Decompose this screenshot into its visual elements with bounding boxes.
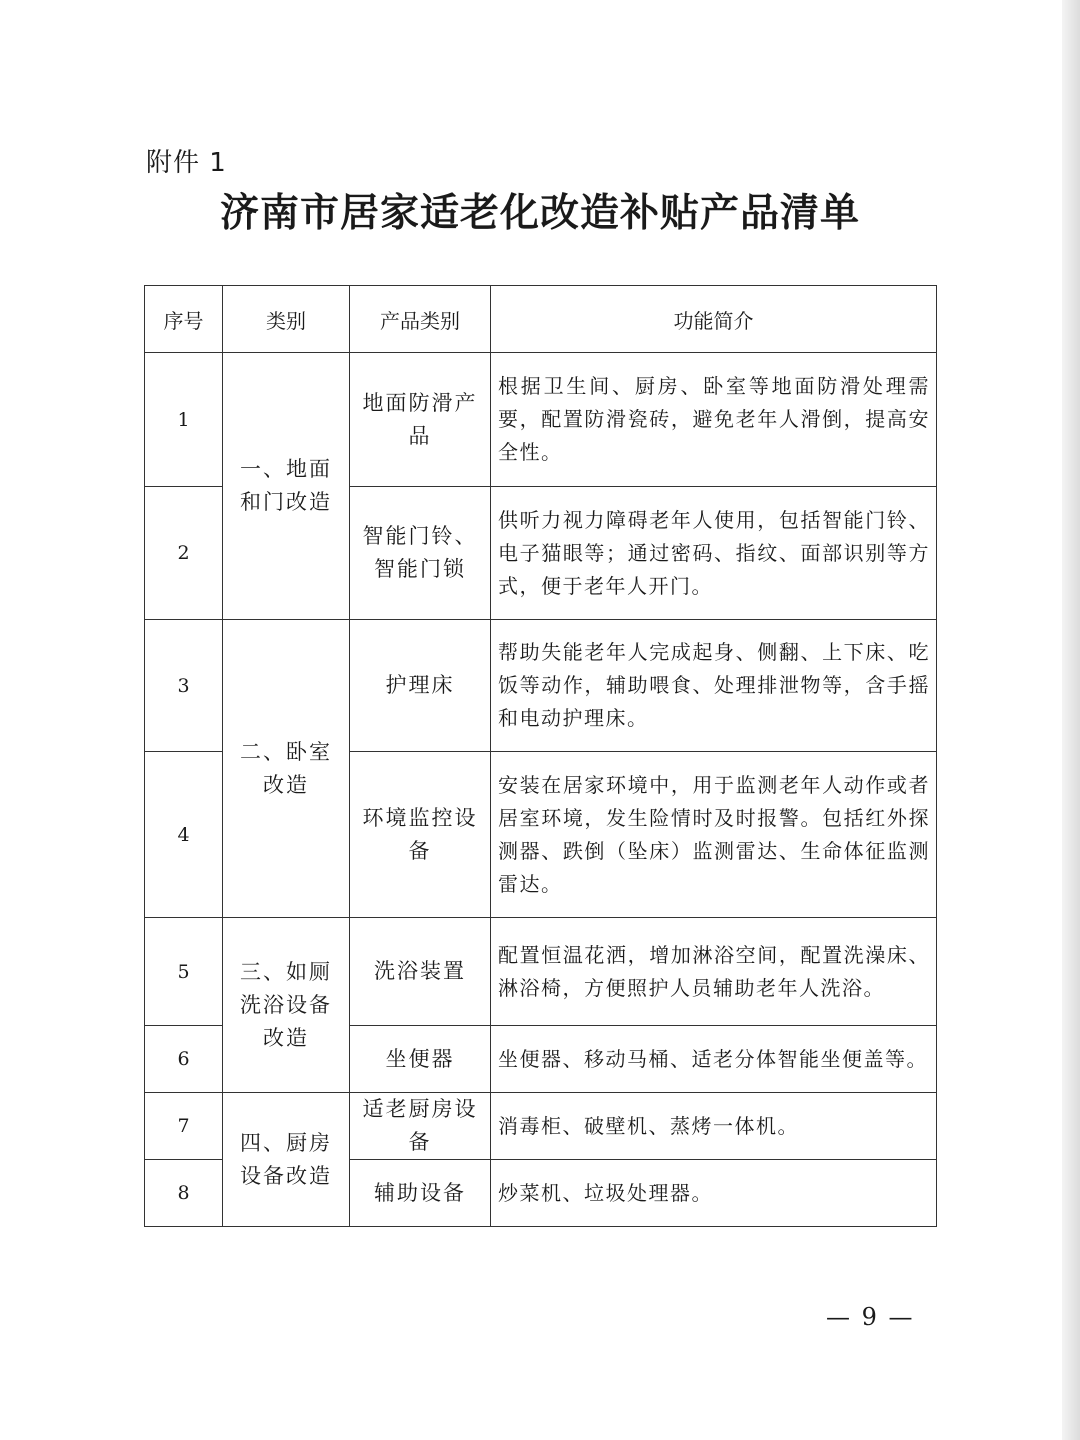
category-cell: 二、卧室改造 [223,620,350,918]
product-cell: 智能门铃、智能门锁 [350,487,491,620]
row-number: 8 [145,1160,223,1227]
product-cell: 洗浴装置 [350,918,491,1026]
row-number: 7 [145,1093,223,1160]
description-cell: 安装在居家环境中，用于监测老年人动作或者居室环境，发生险情时及时报警。包括红外探测器、跌倒（坠床）监测雷达、生命体征监测雷达。 [491,752,937,918]
row-number: 5 [145,918,223,1026]
product-cell: 适老厨房设备 [350,1093,491,1160]
document-title: 济南市居家适老化改造补贴产品清单 [219,190,860,236]
row-number: 3 [145,620,223,752]
row-number: 4 [145,752,223,918]
product-cell: 辅助设备 [350,1160,491,1227]
description-cell: 配置恒温花洒，增加淋浴空间，配置洗澡床、淋浴椅，方便照护人员辅助老年人洗浴。 [491,918,937,1026]
header-product: 产品类别 [350,286,491,353]
description-cell: 炒菜机、垃圾处理器。 [491,1160,937,1227]
product-cell: 护理床 [350,620,491,752]
table-header-row [145,286,937,353]
table-row [145,918,937,1026]
product-table [144,285,937,1227]
attachment-label: 附件 1 [146,148,227,178]
description-cell: 根据卫生间、厨房、卧室等地面防滑处理需要，配置防滑瓷砖，避免老年人滑倒，提高安全性。 [491,353,937,487]
description-cell: 消毒柜、破壁机、蒸烤一体机。 [491,1093,937,1160]
product-cell: 地面防滑产品 [350,353,491,487]
description-cell: 坐便器、移动马桶、适老分体智能坐便盖等。 [491,1026,937,1093]
product-cell: 坐便器 [350,1026,491,1093]
row-number: 1 [145,353,223,487]
row-number: 2 [145,487,223,620]
header-number: 序号 [145,286,223,353]
description-cell: 帮助失能老年人完成起身、侧翻、上下床、吃饭等动作，辅助喂食、处理排泄物等，含手摇和电动护理床。 [491,620,937,752]
header-description: 功能简介 [491,286,937,353]
page-number: — 9 — [826,1303,915,1331]
table-row [145,1093,937,1160]
row-number: 6 [145,1026,223,1093]
product-cell: 环境监控设备 [350,752,491,918]
category-cell: 四、厨房设备改造 [223,1093,350,1227]
header-category: 类别 [223,286,350,353]
category-cell: 三、如厕洗浴设备改造 [223,918,350,1093]
description-cell: 供听力视力障碍老年人使用，包括智能门铃、电子猫眼等；通过密码、指纹、面部识别等方式，便于老年人开门。 [491,487,937,620]
category-cell: 一、地面和门改造 [223,353,350,620]
table-row [145,353,937,487]
table-row [145,620,937,752]
